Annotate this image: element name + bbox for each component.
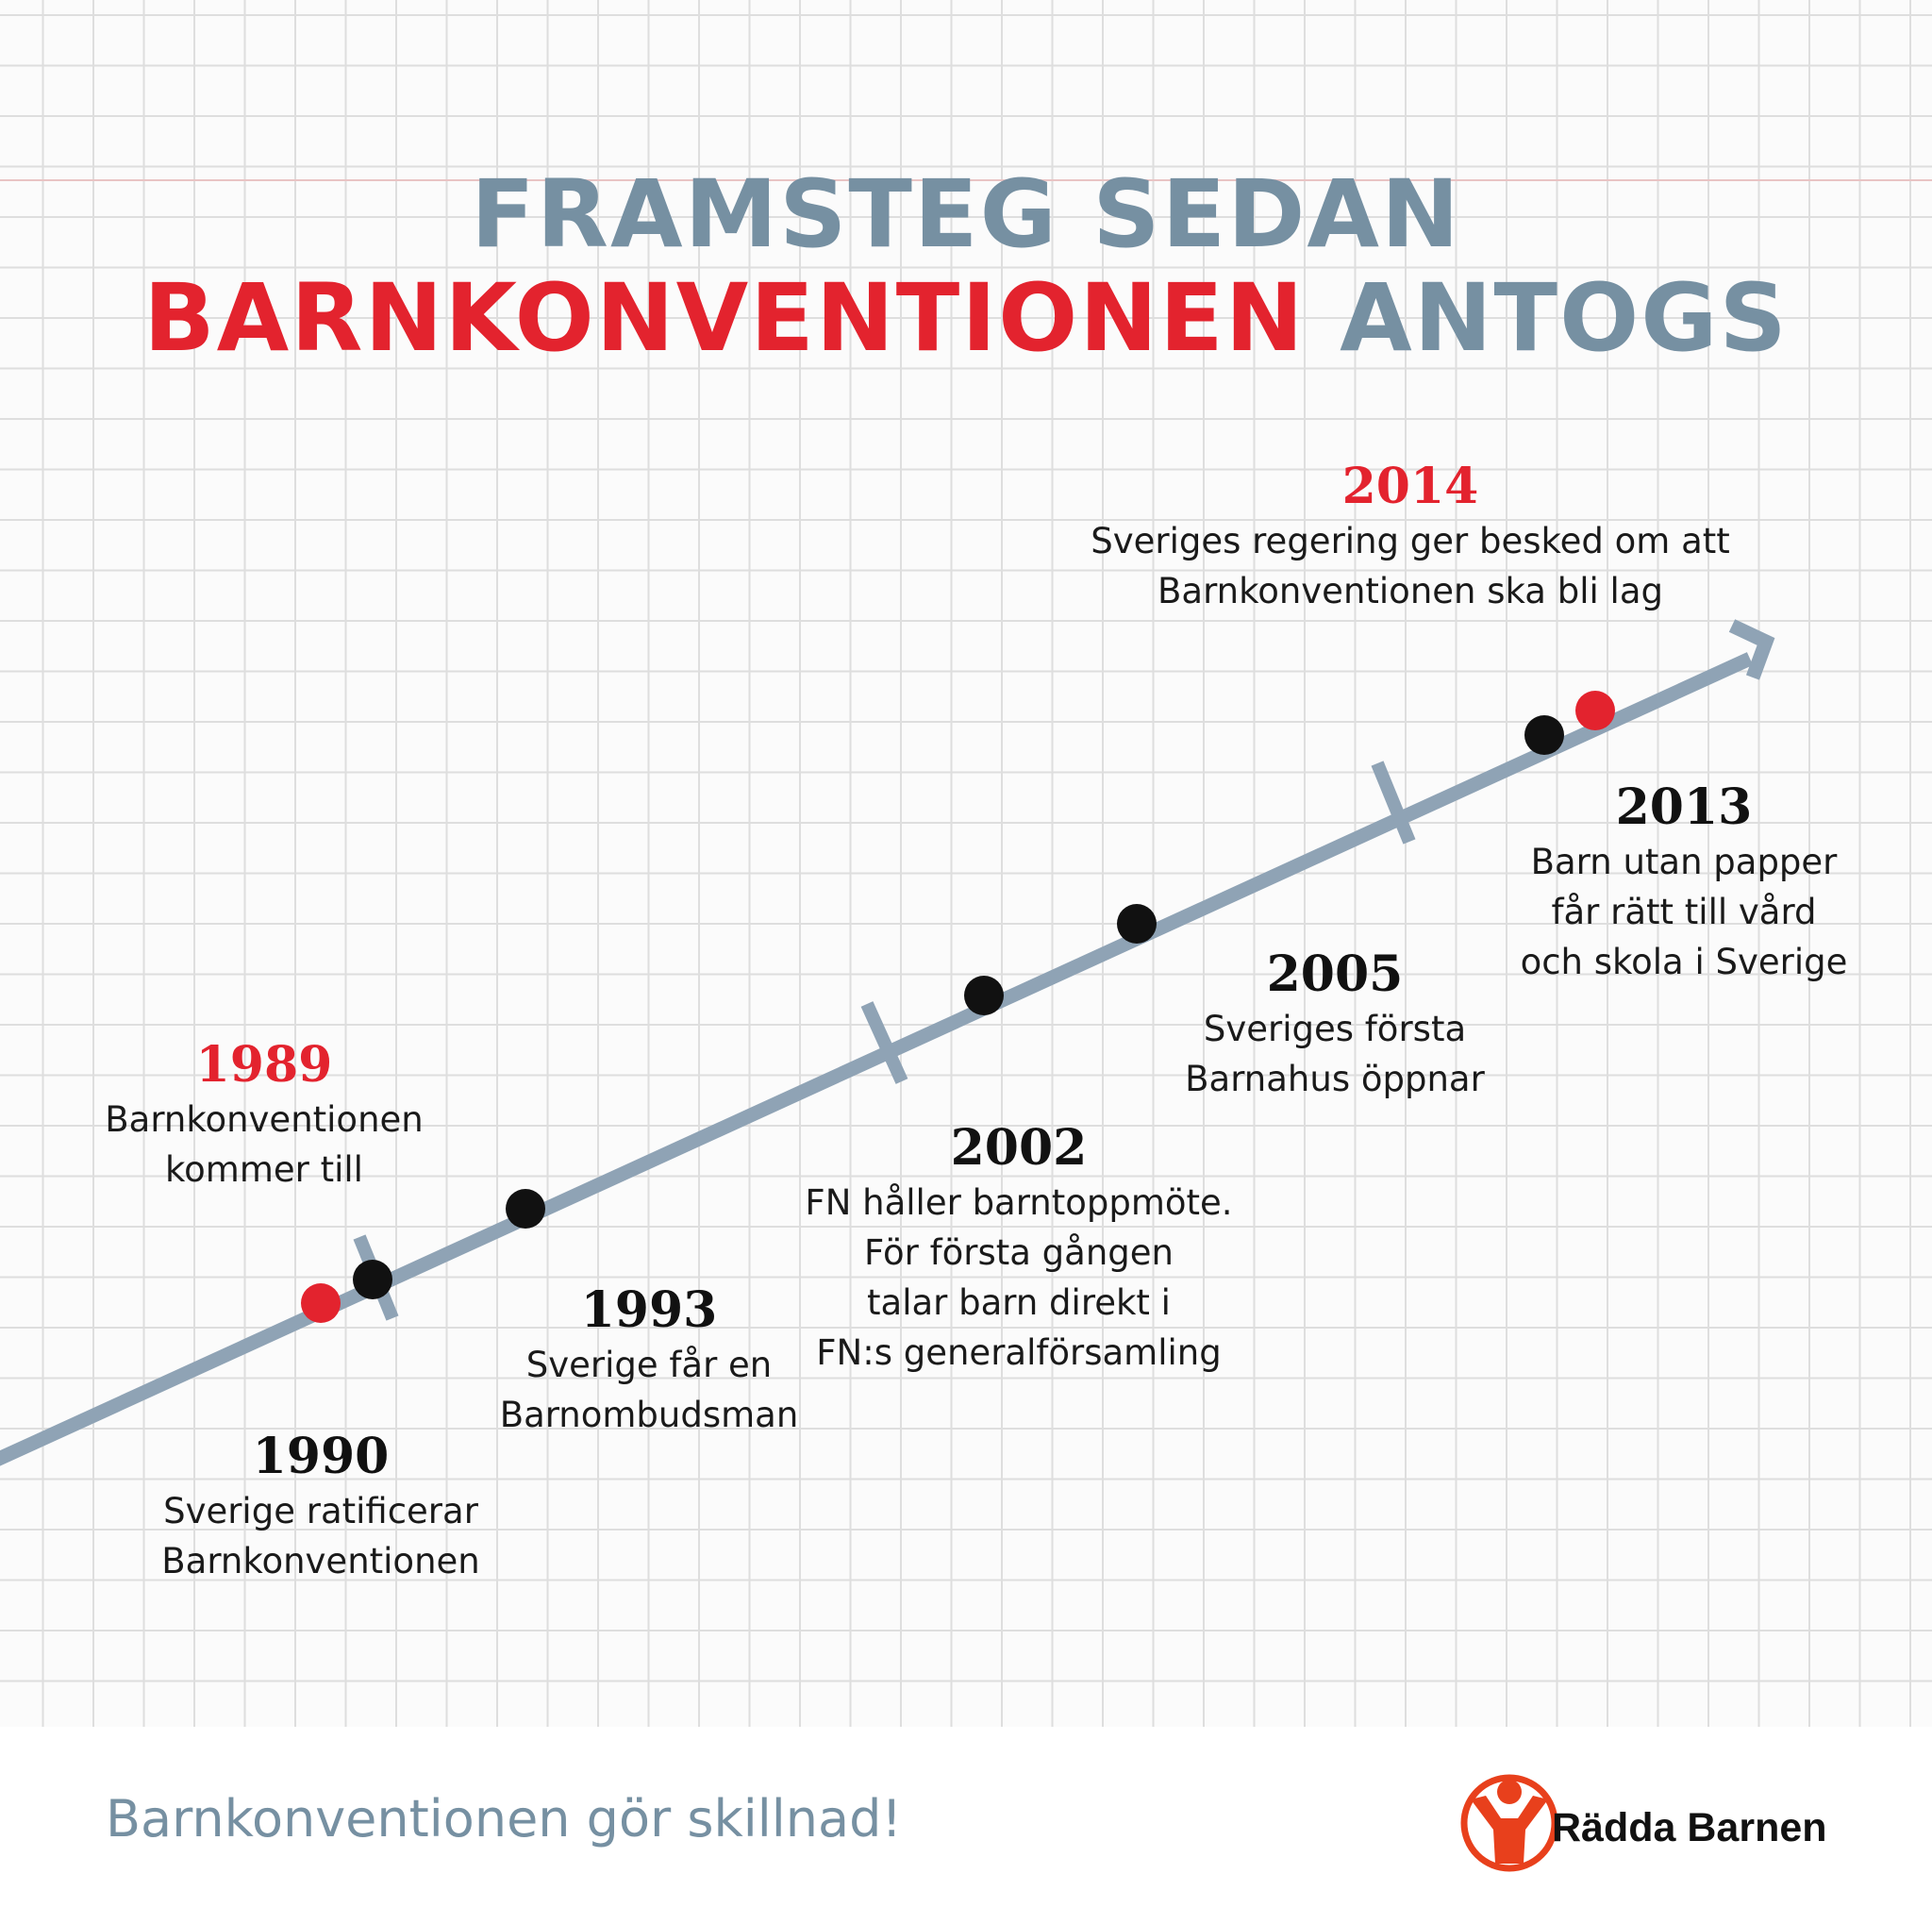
event-year: 2002 [950, 1119, 1088, 1177]
event-year: 1989 [195, 1036, 333, 1094]
title-highlight: BARNKONVENTIONEN [143, 264, 1306, 373]
event-desc-line: Barnkonventionen [105, 1099, 424, 1140]
event-1989 [99, 1036, 429, 1195]
title-line-1-text: FRAMSTEG SEDAN [471, 160, 1461, 269]
event-desc-line: FN:s generalförsamling [816, 1332, 1222, 1373]
event-desc-line: Barn utan papper [1530, 842, 1838, 882]
title-rest: ANTOGS [1340, 264, 1789, 373]
event-desc-line: och skola i Sverige [1520, 942, 1848, 982]
event-desc-line: För första gången [864, 1232, 1174, 1273]
event-desc-line: Barnombudsman [499, 1395, 799, 1435]
footer-tagline: Barnkonventionen gör skillnad! [106, 1789, 903, 1849]
event-marker-2005 [1117, 904, 1157, 944]
event-1990 [142, 1428, 500, 1586]
event-marker-2014 [1575, 691, 1615, 730]
brand-name: Rädda Barnen [1552, 1805, 1827, 1850]
event-2013 [1505, 778, 1863, 987]
event-desc-line: FN håller barntoppmöte. [805, 1182, 1233, 1223]
event-desc-line: Sveriges regering ger besked om att [1091, 521, 1730, 561]
event-2002 [792, 1119, 1245, 1378]
event-desc-line: Barnkonventionen [161, 1541, 480, 1581]
event-desc-line: Sverige ratificerar [163, 1491, 478, 1531]
event-marker-1989 [301, 1283, 341, 1323]
event-year: 2013 [1615, 778, 1753, 836]
brand-logo-group[interactable] [1457, 1771, 1854, 1875]
event-desc-line: får rätt till vård [1551, 892, 1817, 932]
event-desc-line: talar barn direkt i [867, 1282, 1171, 1323]
event-desc-line: Barnkonventionen ska bli lag [1158, 571, 1663, 611]
event-desc-line: Barnahus öppnar [1185, 1059, 1485, 1099]
event-1993 [479, 1281, 819, 1440]
event-desc-line: kommer till [165, 1149, 363, 1190]
event-year: 2005 [1266, 945, 1404, 1003]
event-marker-1993 [506, 1189, 545, 1229]
event-marker-2013 [1524, 715, 1564, 755]
event-marker-2002 [964, 976, 1004, 1015]
child-with-raised-arms-icon [1457, 1771, 1561, 1875]
event-year: 1990 [252, 1428, 390, 1485]
event-year: 1993 [580, 1281, 718, 1339]
event-2014 [1071, 458, 1750, 616]
event-marker-1990 [353, 1260, 392, 1299]
event-2005 [1170, 945, 1500, 1104]
event-desc-line: Sverige får en [525, 1345, 773, 1385]
event-desc-line: Sveriges första [1203, 1009, 1467, 1049]
event-year: 2014 [1341, 458, 1479, 515]
